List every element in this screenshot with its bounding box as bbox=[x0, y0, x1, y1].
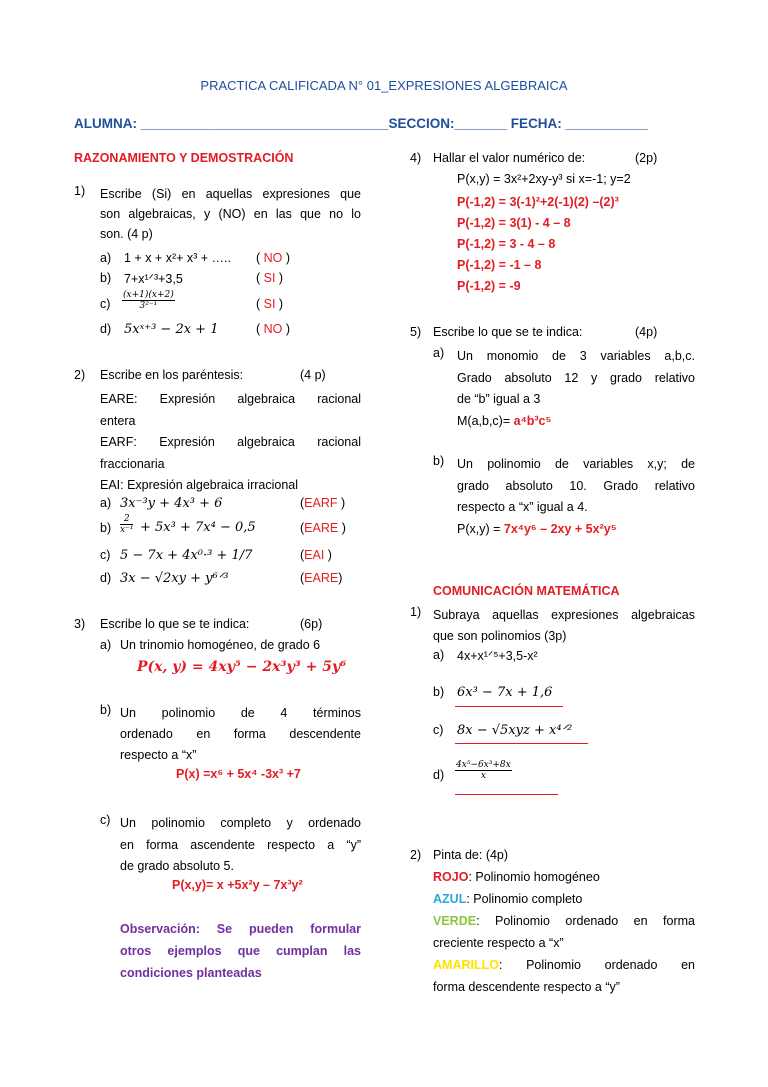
q3-c-answer: P(x,y)= x +5x²y – 7x³y² bbox=[172, 878, 303, 892]
step-line: P(-1,2) = -1 – 8 bbox=[457, 258, 542, 272]
item-letter: d) bbox=[100, 322, 112, 336]
color-azul bbox=[433, 888, 695, 910]
q4-given: P(x,y) = 3x²+2xy-y³ si x=-1; y=2 bbox=[457, 172, 631, 186]
color-name: VERDE bbox=[433, 914, 477, 928]
q1-line: Escribe (Si) en aquellas expresiones que bbox=[100, 187, 361, 201]
item-expression: 7+x¹ᐟ³+3,5 bbox=[124, 272, 183, 286]
item-letter: c) bbox=[100, 297, 111, 311]
q2-item-d: d) 3x − √2xy + y⁶ᐟ³ (EARE) bbox=[100, 571, 343, 586]
item-expression: + 5x³ + 7x⁴ − 0,5 bbox=[140, 520, 256, 535]
q3-c-text bbox=[120, 813, 361, 878]
q1-line: son. (4 p) bbox=[100, 227, 153, 241]
q5-b-text bbox=[457, 454, 695, 540]
q1-line: son algebraicas, y (NO) en las que no lo bbox=[100, 207, 361, 221]
item-expression: 1 + x + x²+ x³ + ….. bbox=[124, 251, 231, 265]
text-line: Subraya aquellas expresiones algebraicas bbox=[433, 608, 695, 622]
item-answer: NO bbox=[263, 322, 283, 336]
color-name: AZUL bbox=[433, 892, 467, 906]
q3-item-c: c) bbox=[100, 813, 111, 827]
item-fraction bbox=[122, 290, 175, 311]
q2-text: Escribe en los paréntesis: bbox=[100, 368, 244, 382]
color-desc: : Polinomio ordenado en bbox=[498, 958, 695, 972]
item-letter: a) bbox=[433, 648, 445, 662]
c1-item-a bbox=[433, 648, 538, 663]
item-expression: 8x − √5xyz + x⁴ᐟ² bbox=[457, 723, 573, 738]
item-letter: c) bbox=[100, 548, 111, 562]
q5-b-answer: 7x⁴y⁶ – 2xy + 5x²y⁵ bbox=[503, 521, 617, 536]
text-line: en forma ascendente respecto a “y” bbox=[120, 837, 361, 852]
text-line: ordenado en forma descendente bbox=[120, 727, 361, 741]
section-title-communication: COMUNICACIÓN MATEMÁTICA bbox=[433, 584, 620, 598]
section-title-reasoning: RAZONAMIENTO Y DEMOSTRACIÓN bbox=[74, 151, 294, 165]
color-amarillo bbox=[433, 954, 695, 976]
item-expression: 4x+x¹ᐟ⁵+3,5-x² bbox=[457, 649, 538, 663]
q3-b-text bbox=[120, 703, 361, 766]
item-answer: EARF bbox=[304, 496, 338, 510]
step-line: P(-1,2) = -9 bbox=[457, 279, 521, 293]
q3-text: Escribe lo que se te indica: bbox=[100, 617, 250, 631]
text-line: grado absoluto 10. Grado relativo bbox=[457, 478, 695, 493]
observation-note bbox=[120, 918, 361, 984]
item-expression: 5xˣ⁺³ − 2x + 1 bbox=[124, 322, 219, 337]
q3-item-b: b) bbox=[100, 703, 112, 717]
item-letter: d) bbox=[433, 768, 445, 782]
q5-points: (4p) bbox=[635, 325, 658, 339]
q3-points: (6p) bbox=[300, 617, 323, 631]
text-line: creciente respecto a “x” bbox=[433, 936, 564, 950]
item-answer: EAI bbox=[304, 548, 325, 562]
color-verde bbox=[433, 910, 695, 932]
c2-color-list bbox=[433, 866, 695, 998]
color-name: ROJO bbox=[433, 870, 469, 884]
text-line: otros ejemplos que cumplan las bbox=[120, 944, 361, 958]
item-letter: c) bbox=[433, 723, 444, 737]
color-desc: : Polinomio completo bbox=[466, 892, 583, 906]
fraction-denominator: x bbox=[480, 771, 486, 781]
q1-item-d: d) 5xˣ⁺³ − 2x + 1 ( NO ) bbox=[100, 322, 291, 337]
item-expression: 5 − 7x + 4x⁰·³ + 1/7 bbox=[120, 548, 253, 563]
q2-item-a: a) 3x⁻³y + 4x³ + 6 (EARF ) bbox=[100, 496, 346, 511]
item-expression: 3x⁻³y + 4x³ + 6 bbox=[120, 496, 223, 511]
q3-a-answer: P(x, y) = 4xy⁵ − 2x³y³ + 5y⁶ bbox=[137, 659, 347, 675]
q5-a-answer: a⁴b³c⁵ bbox=[513, 413, 552, 428]
c1-item-c bbox=[433, 723, 573, 738]
q4-steps bbox=[457, 192, 619, 297]
definition-line: EARF: Expresión algebraica racional bbox=[100, 435, 361, 449]
item-answer: SI bbox=[263, 271, 276, 285]
c1-text bbox=[433, 605, 695, 647]
q1-number: 1) bbox=[74, 184, 86, 198]
item-letter: b) bbox=[433, 685, 445, 699]
fraction-numerator: 4x⁵−6x³+8x bbox=[456, 760, 511, 770]
fraction-denominator: 3²⁻¹ bbox=[139, 301, 158, 311]
text-line: Observación: Se pueden formular bbox=[120, 922, 361, 936]
student-line: ALUMNA: _________________________________SECCION:_______ FECHA: ___________ bbox=[74, 116, 649, 131]
item-letter: b) bbox=[100, 521, 112, 535]
q1-text bbox=[100, 184, 361, 244]
color-desc: : Polinomio homogéneo bbox=[468, 870, 600, 884]
text-line: forma descendente respecto a “y” bbox=[433, 980, 620, 994]
text-line: Un polinomio de 4 términos bbox=[120, 706, 361, 720]
item-letter: a) bbox=[100, 251, 112, 265]
item-answer: EARE bbox=[304, 571, 339, 585]
answer-prefix: P(x,y) = bbox=[457, 521, 504, 536]
fraction-denominator: x⁻¹ bbox=[120, 525, 134, 535]
text-line: de grado absoluto 5. bbox=[120, 859, 234, 873]
page-title: PRACTICA CALIFICADA N° 01_EXPRESIONES ALGEBRAICA bbox=[200, 78, 568, 93]
item-answer: NO bbox=[263, 251, 283, 265]
item-fraction bbox=[120, 514, 133, 535]
text-line: Grado absoluto 12 y grado relativo bbox=[457, 370, 695, 385]
color-rojo bbox=[433, 866, 695, 888]
item-fraction bbox=[455, 760, 512, 781]
underline-c bbox=[455, 743, 588, 744]
fraction-numerator: (x+1)(x+2) bbox=[123, 290, 174, 300]
q3-a-text: Un trinomio homogéneo, de grado 6 bbox=[120, 638, 321, 652]
item-answer: SI bbox=[263, 297, 276, 311]
q5-text: Escribe lo que se te indica: bbox=[433, 325, 583, 339]
q5-number: 5) bbox=[410, 325, 422, 339]
item-answer: EARE bbox=[304, 521, 339, 535]
q2-definitions bbox=[100, 389, 361, 497]
color-name: AMARILLO bbox=[433, 958, 499, 972]
text-line: de “b” igual a 3 bbox=[457, 392, 541, 406]
underline-b bbox=[455, 706, 563, 707]
q4-number: 4) bbox=[410, 151, 422, 165]
q3-number: 3) bbox=[74, 617, 86, 631]
text-line: condiciones planteadas bbox=[120, 966, 262, 980]
c1-item-b bbox=[433, 685, 553, 700]
step-line: P(-1,2) = 3(-1)²+2(-1)(2) –(2)³ bbox=[457, 195, 619, 209]
item-letter: d) bbox=[100, 571, 112, 585]
q5-item-a: a) bbox=[433, 346, 445, 360]
definition-line: EAI: Expresión algebraica irracional bbox=[100, 478, 299, 492]
definition-line: entera bbox=[100, 413, 136, 428]
q2-number: 2) bbox=[74, 368, 86, 382]
q5-item-b: b) bbox=[433, 454, 445, 468]
answer-prefix: M(a,b,c)= bbox=[457, 413, 514, 428]
underline-d bbox=[455, 794, 558, 795]
text-line: respecto a “x” igual a 4. bbox=[457, 500, 588, 514]
q1-item-a: a) 1 + x + x²+ x³ + ….. ( NO ) bbox=[100, 251, 291, 265]
c2-text: Pinta de: (4p) bbox=[433, 848, 509, 862]
definition-line: EARE: Expresión algebraica racional bbox=[100, 392, 361, 406]
text-line: que son polinomios (3p) bbox=[433, 629, 567, 643]
definition-line: fraccionaria bbox=[100, 456, 165, 471]
q4-points: (2p) bbox=[635, 151, 658, 165]
item-expression: 3x − √2xy + y⁶ᐟ³ bbox=[120, 571, 229, 586]
q3-item-a: a) bbox=[100, 638, 112, 652]
q1-item-b: b) 7+x¹ᐟ³+3,5 ( SI ) bbox=[100, 271, 284, 286]
text-line: respecto a “x” bbox=[120, 748, 197, 762]
c2-number: 2) bbox=[410, 848, 422, 862]
q5-a-text bbox=[457, 346, 695, 432]
text-line: Un polinomio de variables x,y; de bbox=[457, 457, 695, 471]
step-line: P(-1,2) = 3 - 4 – 8 bbox=[457, 237, 556, 251]
color-desc: : Polinomio ordenado en forma bbox=[476, 914, 695, 928]
item-letter: a) bbox=[100, 496, 112, 510]
fraction-numerator: 2 bbox=[120, 514, 133, 525]
text-line: Un monomio de 3 variables a,b,c. bbox=[457, 349, 695, 363]
q4-text: Hallar el valor numérico de: bbox=[433, 151, 586, 165]
q3-b-answer: P(x) =x⁶ + 5x⁴ -3x³ +7 bbox=[176, 767, 301, 781]
item-letter: b) bbox=[100, 271, 112, 285]
text-line: Un polinomio completo y ordenado bbox=[120, 816, 361, 830]
q2-points: (4 p) bbox=[300, 368, 326, 382]
step-line: P(-1,2) = 3(1) - 4 – 8 bbox=[457, 216, 571, 230]
item-expression: 6x³ − 7x + 1,6 bbox=[457, 685, 553, 700]
q2-item-c: c) 5 − 7x + 4x⁰·³ + 1/7 (EAI ) bbox=[100, 548, 332, 563]
c1-number: 1) bbox=[410, 605, 422, 619]
